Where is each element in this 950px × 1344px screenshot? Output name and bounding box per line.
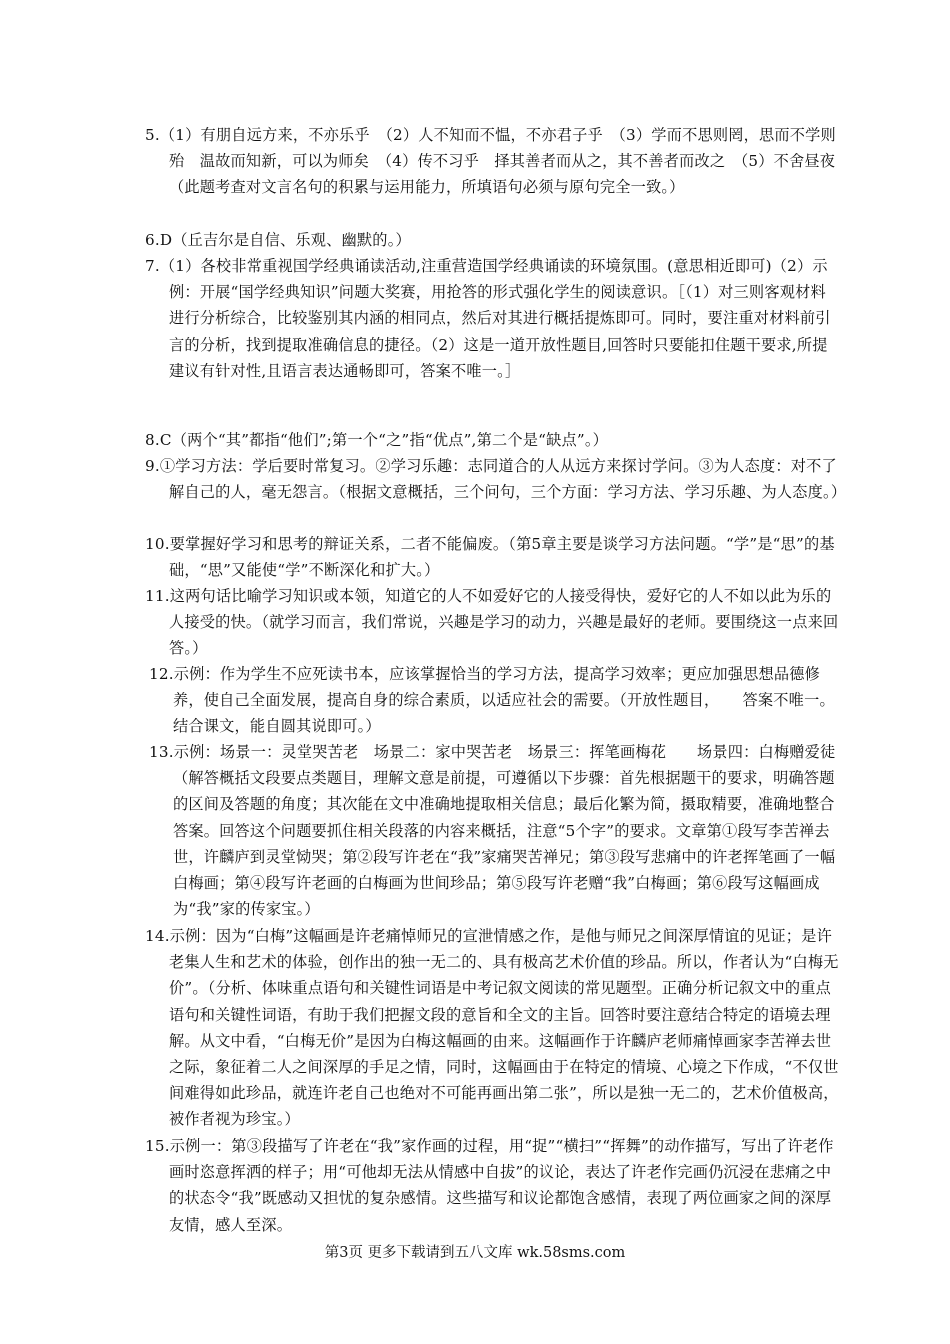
answer-14: 14.示例：因为“白梅”这幅画是许老痛悼师兄的宣泄情感之作，是他与师兄之间深厚情谊的见证；是许老集人生和艺术的体验，创作出的独一无二的、具有极高艺术价值的珍品。所以，作者认为“白梅无价”。（分析、体味重点语句和关键性词语是中考记叙文阅读的常见题型。正确分析记叙文中的重点语句和关键性词语，有助于我们把握文段的意旨和全文的主旨。回答时要注意结合特定的语境去理解。从文中看，“白梅无价”是因为白梅这幅画的由来。这幅画作于许麟庐老师痛悼画家李苦禅去世之际，象征着二人之间深厚的手足之情，同时，这幅画由于在特定的情境、心境之下作成，“不仅世间难得如此珍品，就连许老自己也绝对不可能再画出第二张”，所以是独一无二的，艺术价值极高，被作者视为珍宝。）	[145, 927, 839, 1129]
answer-9: 9.①学习方法：学后要时常复习。②学习乐趣：志同道合的人从远方来探讨学问。③为人态度：对不了解自己的人，毫无怨言。（根据文意概括，三个问句，三个方面：学习方法、学习乐趣、为人态度。）	[145, 457, 847, 502]
answer-13: 13.示例：场景一：灵堂哭苦老 场景二：家中哭苦老 场景三：挥笔画梅花 场景四：白梅赠爱徒（解答概括文段要点类题目，理解文意是前提，可遵循以下步骤：首先根据题干的要求，明确答题的区间及答题的角度；其次能在文中准确地提取相关信息；最后化繁为简，摄取精要，准确地整合答案。回答这个问题要抓住相关段落的内容来概括，注意“5个字”的要求。文章第①段写李苦禅去世，许麟庐到灵堂恸哭；第②段写许老在“我”家痛哭苦禅兄；第③段写悲痛中的许老挥笔画了一幅白梅画；第④段写许老画的白梅画为世间珍品；第⑤段写许老赠“我”白梅画；第⑥段写这幅画成为“我”家的传家宝。）	[149, 743, 836, 919]
answer-12: 12.示例：作为学生不应死读书本，应该掌握恰当的学习方法，提高学习效率；更应加强思想品德修养，使自己全面发展，提高自身的综合素质，以适应社会的需要。（开放性题目， 答案不唯一。结合课文，能自圆其说即可。）	[149, 665, 835, 736]
page-footer: 第3页 更多下载请到五八文库 wk.58sms.com	[324, 1245, 626, 1261]
answer-11: 11.这两句话比喻学习知识或本领，知道它的人不如爱好它的人接受得快，爱好它的人不如以此为乐的人接受的快。（就学习而言，我们常说，兴趣是学习的动力，兴趣是最好的老师。要围绕这一点来回答。）	[145, 587, 839, 658]
answer-5: 5.（1）有朋自远方来，不亦乐乎 （2）人不知而不愠，不亦君子乎 （3）学而不思则罔，思而不学则殆 温故而知新，可以为师矣 （4）传不习乎 择其善者而从之，其不善者而改之 （5）不舍昼夜（此题考查对文言名句的积累与运用能力，所填语句必须与原句完全一致。）	[145, 126, 836, 197]
answer-7: 7.（1）各校非常重视国学经典诵读活动,注重营造国学经典诵读的环境氛围。(意思相近即可)（2）示例：开展“国学经典知识”问题大奖赛，用抢答的形式强化学生的阅读意识。［（1）对三则客观材料进行分析综合，比较鉴别其内涵的相同点，然后对其进行概括提炼即可。同时，要注重对材料前引言的分析，找到提取准确信息的捷径。（2）这是一道开放性题目,回答时只要能扣住题干要求,所提建议有针对性,且语言表达通畅即可，答案不唯一。］	[145, 257, 831, 380]
answer-6: 6.D（丘吉尔是自信、乐观、幽默的。）	[145, 231, 411, 249]
answer-8: 8.C（两个“其”都指“他们”;第一个“之”指“优点”,第二个是“缺点”。）	[145, 431, 609, 449]
answer-15: 15.示例一：第③段描写了许老在“我”家作画的过程，用“捉”“横扫”“挥舞”的动作描写，写出了许老作画时恣意挥洒的样子；用“可他却无法从情感中自拔”的议论，表达了许老作完画仍沉浸在悲痛之中的状态令“我”既感动又担忧的复杂感情。这些描写和议论都饱含感情，表现了两位画家之间的深厚友情，感人至深。	[145, 1137, 834, 1234]
answer-10: 10.要掌握好学习和思考的辩证关系，二者不能偏废。（第5章主要是谈学习方法问题。“学”是“思”的基础，“思”又能使“学”不断深化和扩大。）	[145, 535, 835, 580]
